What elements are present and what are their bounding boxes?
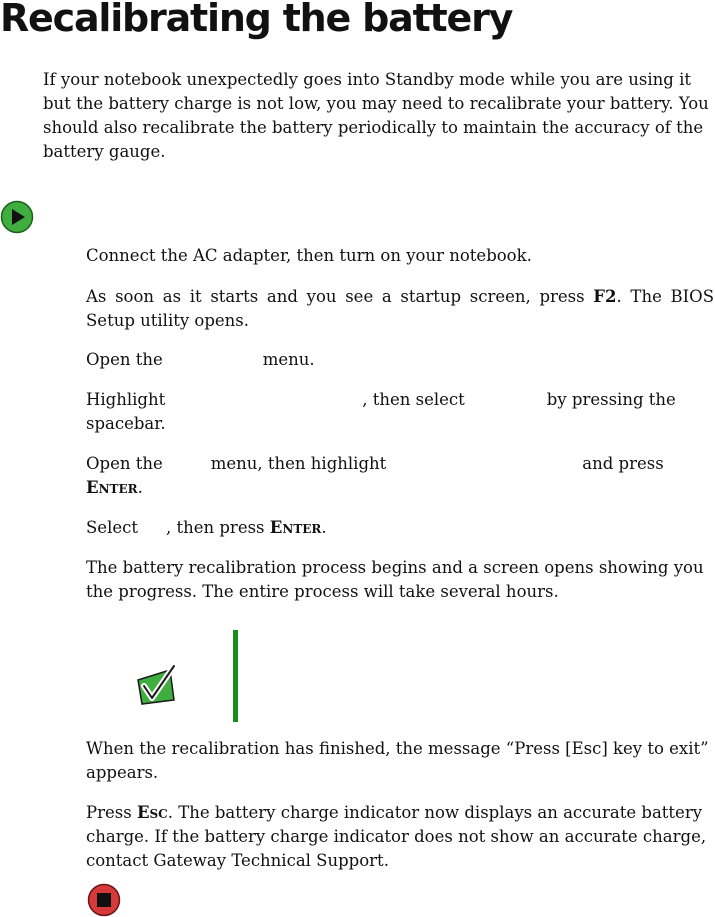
step-5	[86, 452, 714, 500]
checkmark-icon	[134, 664, 178, 708]
stop-icon	[87, 883, 121, 917]
step-9	[86, 801, 714, 873]
step-2-text-b: . The BIOS Setup utility opens.	[86, 287, 714, 330]
step-1: Connect the AC adapter, then turn on your notebook.	[86, 246, 532, 265]
step-6-text-b: , then press	[165, 518, 265, 537]
step-4-text-c: by pressing the spacebar.	[86, 390, 676, 433]
step-2-text-a: As soon as it starts and you see a startup screen, press	[86, 287, 594, 306]
f2-key: F2	[593, 287, 617, 306]
step-5-end: .	[137, 478, 143, 497]
step-2	[86, 285, 714, 333]
step-5-text-c: and press	[582, 454, 664, 473]
step-9-text-a: Press	[86, 803, 137, 822]
step-6-text-a: Select	[86, 518, 138, 537]
step-5-text-a: Open the	[86, 454, 163, 473]
step-8: When the recalibration has finished, the message “Press [Esc] key to exit” appears.	[86, 739, 709, 782]
step-3-text-a: Open the	[86, 350, 163, 369]
step-4-text-b: , then select	[362, 390, 465, 409]
esc-key: Esc	[136, 803, 168, 822]
step-9-text-b: . The battery charge indicator now displays an accurate battery charge. If the battery charge indicator does not show an accurate charge, contact Gateway Technical Support.	[86, 803, 707, 870]
step-6	[86, 516, 714, 540]
step-5-text-b: menu, then highlight	[210, 454, 387, 473]
enter-key: Enter	[269, 518, 322, 537]
step-3-text-b: menu.	[262, 350, 315, 369]
step-4-text-a: Highlight	[86, 390, 166, 409]
step-7: The battery recalibration process begins and a screen opens showing you the progress. The entire process will take several hours.	[86, 558, 704, 601]
enter-key: Enter	[86, 478, 138, 497]
step-3	[86, 348, 714, 372]
step-4	[86, 388, 714, 436]
intro-paragraph: If your notebook unexpectedly goes into Standby mode while you are using it but the battery charge is not low, you may need to recalibrate your battery. You should also recalibrate the battery periodically to maintain the accuracy of the battery gauge.	[43, 70, 709, 161]
play-icon	[0, 200, 34, 234]
step-6-end: .	[321, 518, 327, 537]
page-title: Recalibrating the battery	[0, 0, 513, 40]
tip-divider	[233, 630, 238, 722]
